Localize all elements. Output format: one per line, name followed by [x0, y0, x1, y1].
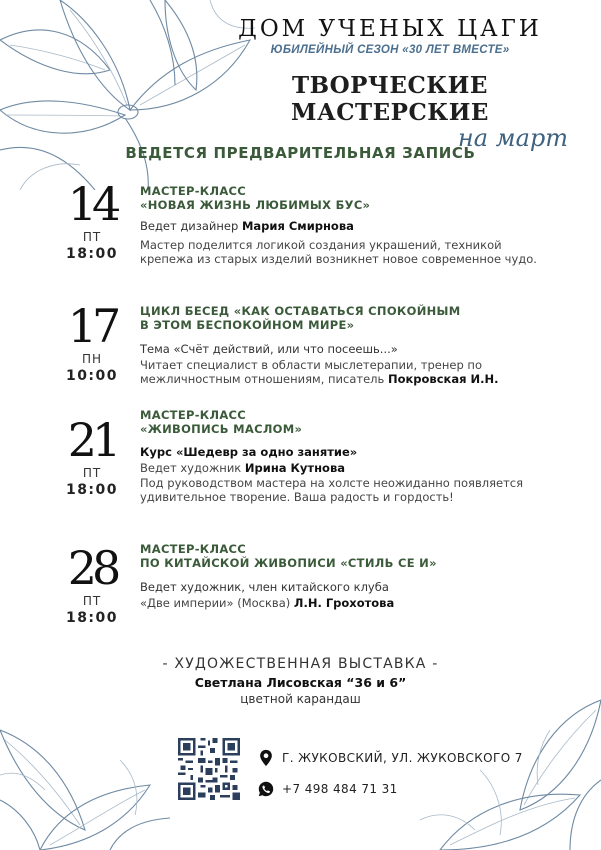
event-date: [55, 542, 129, 626]
event-title: [140, 408, 540, 436]
event-title: [140, 542, 540, 570]
event-date: [55, 300, 129, 384]
qr-code[interactable]: [178, 738, 240, 800]
host-name: Л.Н. Грохотова: [293, 596, 395, 610]
event-title-line: «ЖИВОПИСЬ МАСЛОМ»: [140, 422, 303, 436]
event-weekday: ПТ: [82, 230, 102, 244]
address-row: [258, 749, 523, 767]
poster-header: [190, 12, 590, 152]
event-day: 14: [67, 177, 117, 231]
address-text[interactable]: Г. ЖУКОВСКИЙ, УЛ. ЖУКОВСКОГО 7: [282, 751, 523, 765]
event-title-line: ЦИКЛ БЕСЕД «КАК ОСТАВАТЬСЯ СПОКОЙНЫМ: [140, 304, 461, 318]
event-day: 17: [67, 299, 117, 353]
host-prefix: Ведет дизайнер: [140, 219, 242, 233]
event-time: 18:00: [65, 246, 119, 262]
floral-decoration-bottom-left: [0, 700, 190, 850]
event-day: 21: [67, 413, 117, 467]
event-info: [140, 542, 540, 610]
event-title: [140, 184, 540, 212]
event-day: 28: [67, 541, 117, 595]
host-name: Ирина Кутнова: [244, 461, 345, 475]
season-subtitle: ЮБИЛЕЙНЫЙ СЕЗОН «30 ЛЕТ ВМЕСТЕ»: [270, 44, 510, 56]
event-host: [140, 461, 540, 475]
description-text: Читает специалист в области мыслетерапии, тренер по межличностным отношениям, писатель: [140, 358, 482, 386]
event-title-line: МАСТЕР-КЛАСС: [140, 184, 247, 198]
event-course: Курс «Шедевр за одно занятие»: [140, 445, 358, 459]
event-info: [140, 408, 540, 504]
host-prefix: Ведет художник: [140, 461, 245, 475]
whatsapp-icon: [258, 780, 274, 798]
exhibition-artist: Светлана Лисовская “36 и 6”: [194, 675, 407, 690]
event-info: [140, 184, 540, 266]
event-time: 18:00: [65, 610, 119, 626]
event-title-line: МАСТЕР-КЛАСС: [140, 542, 247, 556]
event-title-line: В ЭТОМ БЕСПОКОЙНОМ МИРЕ»: [140, 318, 355, 332]
event-title-line: МАСТЕР-КЛАСС: [140, 408, 247, 422]
organization-name: ДОМ УЧЕНЫХ ЦАГИ: [238, 16, 542, 42]
preregistration-notice: ВЕДЕТСЯ ПРЕДВАРИТЕЛЬНАЯ ЗАПИСЬ: [125, 144, 476, 162]
phone-number[interactable]: +7 498 484 71 31: [282, 782, 398, 796]
contacts-block: [258, 749, 523, 798]
host-name: Мария Смирнова: [241, 219, 354, 233]
speaker-name: Покровская И.Н.: [387, 372, 499, 386]
event-title-line: ПО КИТАЙСКОЙ ЖИВОПИСИ «СТИЛЬ СЕ И»: [140, 556, 437, 570]
event-host: [140, 219, 540, 234]
event-theme: Тема «Счёт действий, или что посеешь...»: [140, 342, 398, 356]
poster-title: ТВОРЧЕСКИЕ МАСТЕРСКИЕ: [291, 72, 489, 126]
phone-row: [258, 780, 523, 798]
event-weekday: ПН: [81, 352, 103, 366]
event-date: [55, 178, 129, 262]
event-weekday: ПТ: [82, 594, 102, 608]
exhibition-title: - ХУДОЖЕСТВЕННАЯ ВЫСТАВКА -: [162, 656, 439, 672]
event-weekday: ПТ: [82, 466, 102, 480]
event-host-club: [140, 596, 540, 610]
event-time: 10:00: [65, 368, 119, 384]
event-title-line: «НОВАЯ ЖИЗНЬ ЛЮБИМЫХ БУС»: [140, 198, 371, 212]
poster-subtitle: на март: [457, 124, 568, 152]
club-name: «Две империи» (Москва): [140, 596, 294, 610]
event-date: [55, 414, 129, 498]
event-info: [140, 304, 540, 386]
event-description: Под руководством мастера на холсте неожиданно появляется удивительное творение. Ваша радость и гордость!: [140, 476, 524, 504]
location-pin-icon: [258, 749, 274, 767]
event-time: 18:00: [65, 482, 119, 498]
event-description: Мастер поделится логикой создания украшений, техникой крепежа из старых изделий возникнет новое современное чудо.: [140, 238, 537, 266]
event-host: Ведет художник, член китайского клуба: [140, 580, 389, 594]
event-title: [140, 304, 540, 332]
exhibition-block: [0, 656, 601, 706]
event-description: [140, 358, 540, 386]
exhibition-medium: цветной карандаш: [240, 692, 361, 706]
